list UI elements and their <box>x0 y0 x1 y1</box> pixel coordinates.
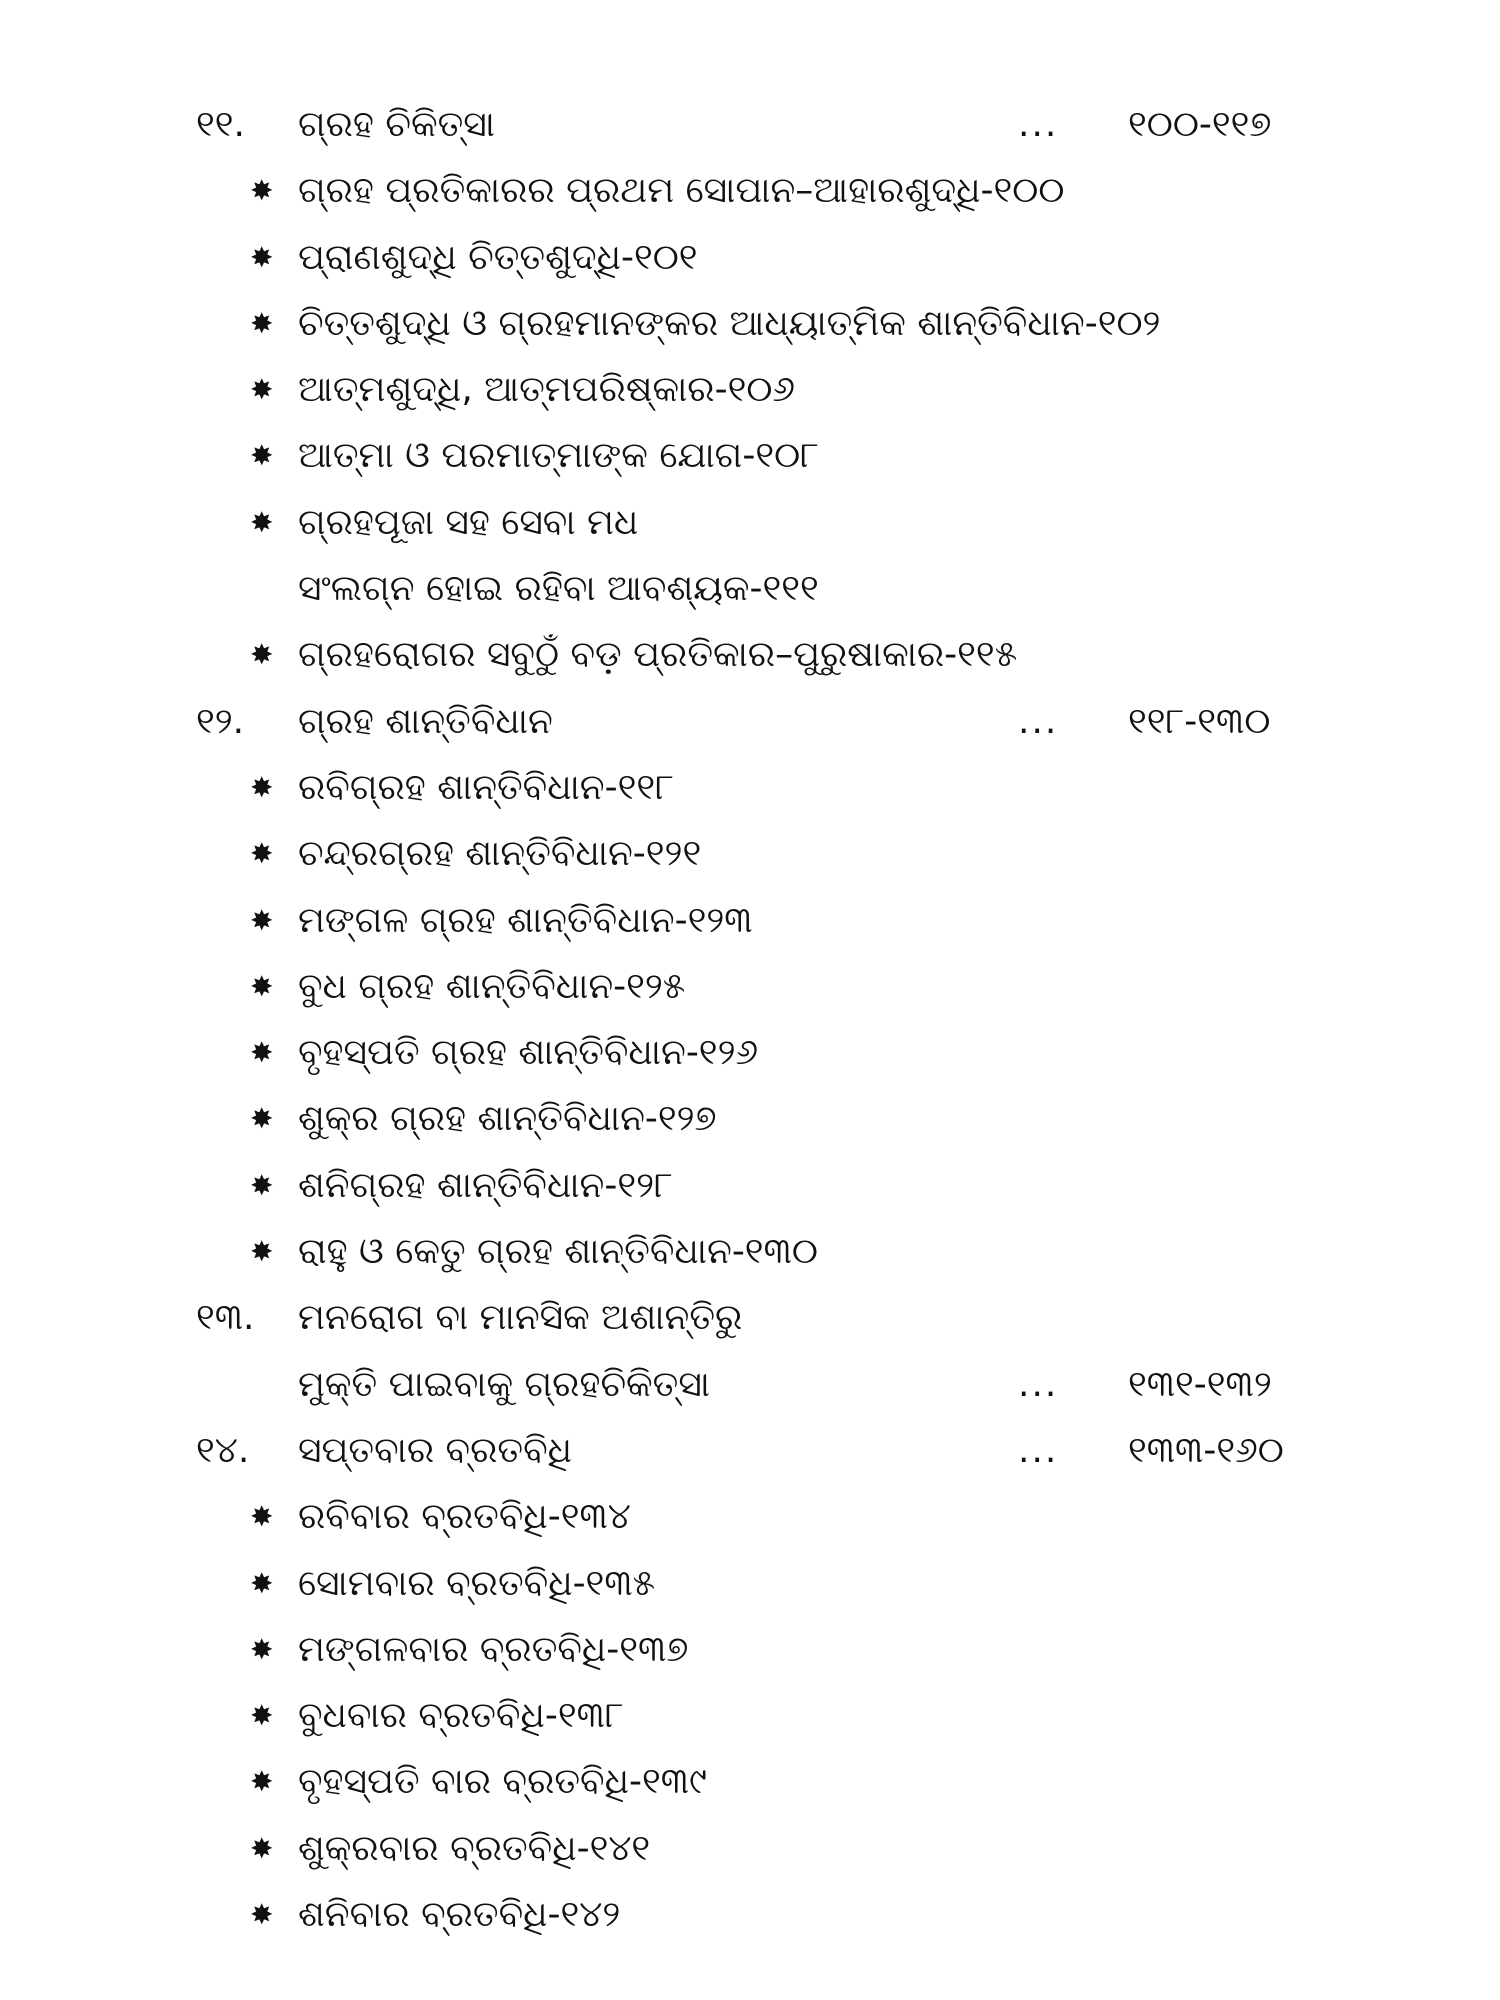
section-title: ମନରୋଗ ବା ମାନସିକ ଅଶାନ୍ତିରୁ <box>298 1297 743 1339</box>
bullet-icon: ✸ <box>250 439 274 473</box>
bullet-icon: ✸ <box>250 1500 274 1534</box>
toc-subitem-row[interactable] <box>0 1551 1500 1617</box>
subitem-text: ମଙ୍ଗଳ ଗ୍ରହ ଶାନ୍ତିବିଧାନ-୧୨୩ <box>298 899 753 941</box>
bullet-icon: ✸ <box>250 1566 274 1600</box>
subitem-text: ଶନିବାର ବ୍ରତବିଧି-୧୪୨ <box>298 1894 621 1936</box>
section-title: ସପ୍ତବାର ବ୍ରତବିଧି <box>298 1429 572 1471</box>
toc-subitem-row[interactable] <box>0 1020 1500 1086</box>
page-range: ୧୦୦-୧୧୭ <box>1128 104 1272 145</box>
section-number: ୧୨. <box>196 700 245 742</box>
toc-subitem-row[interactable] <box>0 1816 1500 1882</box>
toc-section-row[interactable] <box>0 1418 1500 1484</box>
subitem-text: ଆତ୍ମଶୁଦ୍ଧି, ଆତ୍ମପରିଷ୍କାର-୧୦୬ <box>298 369 796 411</box>
bullet-icon: ✸ <box>250 770 274 804</box>
bullet-icon: ✸ <box>250 903 274 937</box>
leader-dots: ... <box>1018 700 1059 742</box>
subitem-text: ଗ୍ରହପୂଜା ସହ ସେବା ମଧ <box>298 501 639 543</box>
bullet-icon: ✸ <box>250 505 274 539</box>
toc-subitem-row[interactable] <box>0 1086 1500 1152</box>
section-number: ୧୩. <box>196 1297 255 1339</box>
bullet-icon: ✸ <box>250 969 274 1003</box>
toc-subitem-row[interactable] <box>0 954 1500 1020</box>
toc-subitem-row[interactable] <box>0 225 1500 291</box>
subitem-text: ରାହୁ ଓ କେତୁ ଗ୍ରହ ଶାନ୍ତିବିଧାନ-୧୩୦ <box>298 1231 818 1273</box>
leader-dots: ... <box>1018 104 1059 145</box>
leader-dots: ... <box>1018 1429 1059 1471</box>
toc-subitem-row[interactable] <box>0 888 1500 954</box>
page-range: ୧୩୩-୧୬୦ <box>1128 1429 1284 1471</box>
bullet-icon: ✸ <box>250 1831 274 1865</box>
subitem-text: ଚିତ୍ତଶୁଦ୍ଧି ଓ ଗ୍ରହମାନଙ୍କର ଆଧ୍ୟାତ୍ମିକ ଶାନ୍ତିବିଧାନ-୧୦୨ <box>298 302 1161 344</box>
toc-subitem-row[interactable] <box>0 821 1500 887</box>
bullet-icon: ✸ <box>250 1765 274 1799</box>
toc-subitem-row[interactable] <box>0 357 1500 423</box>
toc-subitem-row[interactable] <box>0 158 1500 224</box>
leader-dots: ... <box>1018 1363 1059 1405</box>
toc-section-row-continued[interactable] <box>0 1352 1500 1418</box>
subitem-text: ସୋମବାର ବ୍ରତବିଧି-୧୩୫ <box>298 1562 656 1604</box>
bullet-icon: ✸ <box>250 638 274 672</box>
subitem-text: ପ୍ରାଣଶୁଦ୍ଧି ଚିତ୍ତଶୁଦ୍ଧି-୧୦୧ <box>298 236 698 278</box>
subitem-text: ଗ୍ରହ ପ୍ରତିକାରର ପ୍ରଥମ ସୋପାନ–ଆହାରଶୁଦ୍ଧି-୧୦୦ <box>298 170 1065 212</box>
bullet-icon: ✸ <box>250 1699 274 1733</box>
toc-subitem-row[interactable] <box>0 490 1500 556</box>
bullet-icon: ✸ <box>250 1168 274 1202</box>
toc-subitem-row[interactable] <box>0 423 1500 489</box>
section-title-continued: ମୁକ୍ତି ପାଇବାକୁ ଗ୍ରହଚିକିତ୍ସା <box>298 1363 711 1405</box>
toc-section-row[interactable] <box>0 1285 1500 1351</box>
bullet-icon: ✸ <box>250 837 274 871</box>
toc-subitem-row[interactable] <box>0 1219 1500 1285</box>
subitem-text-continued: ସଂଲଗ୍ନ ହୋଇ ରହିବା ଆବଶ୍ୟକ-୧୧୧ <box>298 568 819 610</box>
toc-section-row[interactable] <box>0 92 1500 158</box>
section-number: ୧୪. <box>196 1429 250 1471</box>
toc-subitem-row[interactable] <box>0 1749 1500 1815</box>
subitem-text: ଶନିଗ୍ରହ ଶାନ୍ତିବିଧାନ-୧୨୮ <box>298 1164 673 1206</box>
subitem-text: ରବିଗ୍ରହ ଶାନ୍ତିବିଧାନ-୧୧୮ <box>298 766 674 808</box>
subitem-text: ଚନ୍ଦ୍ରଗ୍ରହ ଶାନ୍ତିବିଧାନ-୧୨୧ <box>298 833 702 875</box>
subitem-text: ବୁଧବାର ବ୍ରତବିଧି-୧୩୮ <box>298 1695 624 1737</box>
toc-subitem-row[interactable] <box>0 1882 1500 1948</box>
toc-subitem-row[interactable] <box>0 556 1500 622</box>
toc-section-row[interactable] <box>0 689 1500 755</box>
bullet-icon: ✸ <box>250 1102 274 1136</box>
bullet-icon: ✸ <box>250 1632 274 1666</box>
page-range: ୧୩୧-୧୩୨ <box>1128 1363 1272 1405</box>
toc-subitem-row[interactable] <box>0 1617 1500 1683</box>
toc-subitem-row[interactable] <box>0 1153 1500 1219</box>
toc-subitem-row[interactable] <box>0 755 1500 821</box>
toc-subitem-row[interactable] <box>0 1484 1500 1550</box>
table-of-contents <box>0 92 1500 1948</box>
bullet-icon: ✸ <box>250 306 274 340</box>
subitem-text: ରବିବାର ବ୍ରତବିଧି-୧୩୪ <box>298 1496 631 1538</box>
subitem-text: ଗ୍ରହରୋଗର ସବୁଠୁଁ ବଡ଼ ପ୍ରତିକାର–ପୁରୁଷାକାର-୧୧୫ <box>298 634 1018 676</box>
bullet-icon: ✸ <box>250 1036 274 1070</box>
subitem-text: ଶୁକ୍ରବାର ବ୍ରତବିଧି-୧୪୧ <box>298 1827 651 1869</box>
toc-subitem-row[interactable] <box>0 291 1500 357</box>
bullet-icon: ✸ <box>250 174 274 208</box>
bullet-icon: ✸ <box>250 373 274 407</box>
subitem-text: ଶୁକ୍ର ଗ୍ରହ ଶାନ୍ତିବିଧାନ-୧୨୭ <box>298 1098 717 1140</box>
toc-subitem-row[interactable] <box>0 622 1500 688</box>
toc-subitem-row[interactable] <box>0 1683 1500 1749</box>
subitem-text: ବୁଧ ଗ୍ରହ ଶାନ୍ତିବିଧାନ-୧୨୫ <box>298 965 686 1007</box>
bullet-icon: ✸ <box>250 240 274 274</box>
subitem-text: ବୃହସ୍ପତି ଗ୍ରହ ଶାନ୍ତିବିଧାନ-୧୨୬ <box>298 1032 759 1074</box>
subitem-text: ଆତ୍ମା ଓ ପରମାତ୍ମାଙ୍କ ଯୋଗ-୧୦୮ <box>298 435 819 477</box>
section-number: ୧୧. <box>196 104 245 145</box>
subitem-text: ବୃହସ୍ପତି ବାର ବ୍ରତବିଧି-୧୩୯ <box>298 1761 707 1803</box>
bullet-icon: ✸ <box>250 1898 274 1932</box>
bullet-icon: ✸ <box>250 1235 274 1269</box>
page-range: ୧୧୮-୧୩୦ <box>1128 700 1271 742</box>
section-title: ଗ୍ରହ ଶାନ୍ତିବିଧାନ <box>298 700 553 742</box>
section-title: ଗ୍ରହ ଚିକିତ୍ସା <box>298 104 495 145</box>
subitem-text: ମଙ୍ଗଳବାର ବ୍ରତବିଧି-୧୩୭ <box>298 1628 689 1670</box>
